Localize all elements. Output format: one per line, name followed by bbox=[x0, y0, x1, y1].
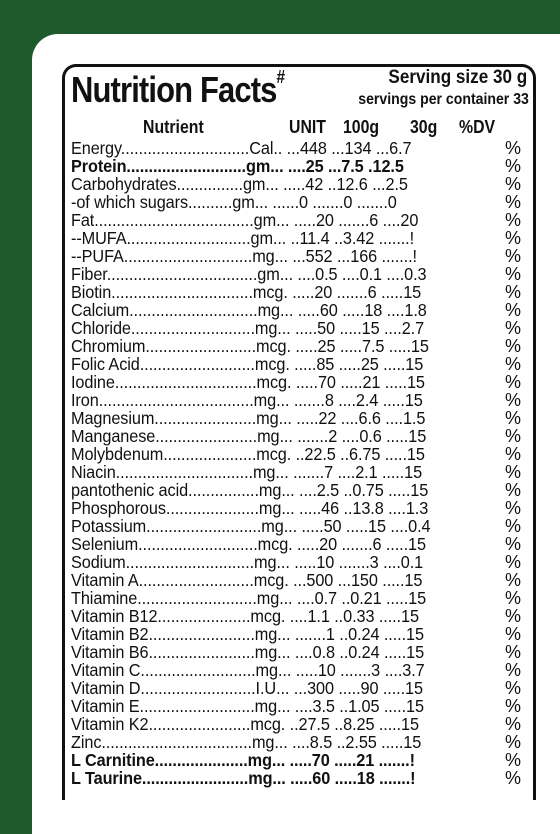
servings-per-container: servings per container 33 bbox=[358, 91, 529, 108]
percent-sign: % bbox=[505, 444, 522, 464]
nutrient-row bbox=[65, 715, 533, 733]
percent-sign: % bbox=[505, 534, 522, 554]
percent-sign: % bbox=[505, 264, 522, 284]
nutrient-line: Protein...........................gm... ....25 ...7.5 .12.5 bbox=[71, 156, 404, 176]
col-nutrient: Nutrient bbox=[143, 117, 204, 137]
nutrient-line: Molybdenum.....................mcg. ..22.5 ..6.75 .....15 bbox=[71, 444, 425, 464]
nutrient-line: Carbohydrates...............gm... .....42 ..12.6 ...2.5 bbox=[71, 174, 408, 194]
nutrient-line: Calcium.............................mg... .....60 .....18 ....1.8 bbox=[71, 300, 427, 320]
nutrient-line: Chloride............................mg... .....50 .....15 ....2.7 bbox=[71, 318, 425, 338]
percent-sign: % bbox=[505, 390, 522, 410]
nutrient-line: pantothenic acid................mg... ....2.5 ..0.75 .....15 bbox=[71, 480, 429, 500]
percent-sign: % bbox=[505, 768, 522, 788]
nutrient-line: Zinc..................................mg... ....8.5 ..2.55 .....15 bbox=[71, 732, 422, 752]
nutrient-row bbox=[65, 391, 533, 409]
nutrient-rows bbox=[65, 139, 533, 787]
nutrient-line: Vitamin D..........................I.U... ...300 .....90 .....15 bbox=[71, 678, 423, 698]
nutrient-line: Niacin...............................mg... .......7 ....2.1 .....15 bbox=[71, 462, 423, 482]
nutrient-row bbox=[65, 733, 533, 751]
nutrient-row bbox=[65, 157, 533, 175]
nutrient-line: -of which sugars..........gm... ......0 .......0 .......0 bbox=[71, 192, 397, 212]
nutrient-row bbox=[65, 517, 533, 535]
nutrient-row bbox=[65, 463, 533, 481]
percent-sign: % bbox=[505, 516, 522, 536]
nutrient-row bbox=[65, 283, 533, 301]
percent-sign: % bbox=[505, 462, 522, 482]
nutrient-row bbox=[65, 535, 533, 553]
nutrient-row bbox=[65, 427, 533, 445]
nutrient-line: Thiamine...........................mg... ....0.7 ..0.21 .....15 bbox=[71, 588, 427, 608]
percent-sign: % bbox=[505, 480, 522, 500]
nutrient-row bbox=[65, 661, 533, 679]
nutrient-line: --MUFA............................gm... ..11.4 ..3.42 .......! bbox=[71, 228, 415, 248]
nutrient-row bbox=[65, 265, 533, 283]
nutrient-row bbox=[65, 679, 533, 697]
nutrient-line: Selenium...........................mcg. .....20 .......6 .....15 bbox=[71, 534, 426, 554]
percent-sign: % bbox=[505, 282, 522, 302]
percent-sign: % bbox=[505, 192, 522, 212]
col-100g: 100g bbox=[343, 117, 380, 137]
nutrition-facts-panel bbox=[62, 64, 536, 800]
percent-sign: % bbox=[505, 300, 522, 320]
nutrient-row bbox=[65, 319, 533, 337]
percent-sign: % bbox=[505, 210, 522, 230]
serving-size: Serving size 30 g bbox=[388, 67, 527, 88]
nutrient-row bbox=[65, 229, 533, 247]
nutrient-line: Potassium..........................mg... .....50 .....15 ....0.4 bbox=[71, 516, 431, 536]
nutrient-line: Chromium.........................mcg. .....25 .....7.5 .....15 bbox=[71, 336, 429, 356]
nutrient-line: Vitamin E..........................mg... ....3.5 ..1.05 .....15 bbox=[71, 696, 424, 716]
percent-sign: % bbox=[505, 354, 522, 374]
nutrient-row bbox=[65, 571, 533, 589]
col-dv: %DV bbox=[459, 117, 496, 137]
col-unit: UNIT bbox=[289, 117, 326, 137]
nutrient-row bbox=[65, 499, 533, 517]
percent-sign: % bbox=[505, 624, 522, 644]
percent-sign: % bbox=[505, 228, 522, 248]
nutrient-row bbox=[65, 769, 533, 787]
nutrient-row bbox=[65, 337, 533, 355]
nutrient-line: Fiber..................................gm... ....0.5 ....0.1 ....0.3 bbox=[71, 264, 427, 284]
nutrient-line: Sodium.............................mg... .....10 .......3 ....0.1 bbox=[71, 552, 424, 572]
column-headers bbox=[65, 117, 533, 139]
title-text: Nutrition Facts bbox=[71, 69, 277, 110]
percent-sign: % bbox=[505, 426, 522, 446]
nutrient-row bbox=[65, 481, 533, 499]
percent-sign: % bbox=[505, 678, 522, 698]
nutrient-line: Iodine................................mcg. .....70 .....21 .....15 bbox=[71, 372, 425, 392]
nutrient-row bbox=[65, 553, 533, 571]
panel-title bbox=[71, 69, 284, 111]
percent-sign: % bbox=[505, 156, 522, 176]
percent-sign: % bbox=[505, 552, 522, 572]
nutrient-line: --PUFA.............................mg... ...552 ...166 .......! bbox=[71, 246, 417, 266]
percent-sign: % bbox=[505, 372, 522, 392]
nutrient-row bbox=[65, 751, 533, 769]
percent-sign: % bbox=[505, 642, 522, 662]
nutrient-line: Magnesium.......................mg... .....22 ....6.6 ....1.5 bbox=[71, 408, 426, 428]
nutrient-row bbox=[65, 301, 533, 319]
nutrient-row bbox=[65, 589, 533, 607]
nutrient-line: Vitamin B6........................mg... ....0.8 ..0.24 .....15 bbox=[71, 642, 425, 662]
adjacent-panel-edge bbox=[538, 64, 560, 800]
nutrient-line: Phosphorous.....................mg... .....46 ..13.8 ....1.3 bbox=[71, 498, 429, 518]
nutrient-row bbox=[65, 409, 533, 427]
nutrient-line: Biotin................................mcg. .....20 .......6 .....15 bbox=[71, 282, 422, 302]
nutrient-row bbox=[65, 625, 533, 643]
nutrient-row bbox=[65, 247, 533, 265]
nutrient-line: Vitamin B2........................mg... .......1 ..0.24 .....15 bbox=[71, 624, 424, 644]
percent-sign: % bbox=[505, 408, 522, 428]
nutrient-line: Vitamin C..........................mg... .....10 .......3 ....3.7 bbox=[71, 660, 425, 680]
nutrient-row bbox=[65, 697, 533, 715]
percent-sign: % bbox=[505, 570, 522, 590]
nutrient-line: Iron...................................mg... .......8 ....2.4 .....15 bbox=[71, 390, 423, 410]
percent-sign: % bbox=[505, 606, 522, 626]
percent-sign: % bbox=[505, 696, 522, 716]
nutrient-line: Fat....................................gm... .....20 .......6 ....20 bbox=[71, 210, 419, 230]
nutrient-row bbox=[65, 607, 533, 625]
percent-sign: % bbox=[505, 588, 522, 608]
nutrient-row bbox=[65, 355, 533, 373]
nutrient-line: Vitamin A..........................mcg. ...500 ...150 .....15 bbox=[71, 570, 423, 590]
percent-sign: % bbox=[505, 246, 522, 266]
nutrient-row bbox=[65, 445, 533, 463]
percent-sign: % bbox=[505, 750, 522, 770]
percent-sign: % bbox=[505, 714, 522, 734]
title-mark: # bbox=[276, 67, 285, 87]
panel-header bbox=[65, 67, 533, 117]
nutrient-line: Vitamin B12.....................mcg. ....1.1 ..0.33 .....15 bbox=[71, 606, 419, 626]
nutrient-row bbox=[65, 643, 533, 661]
percent-sign: % bbox=[505, 660, 522, 680]
col-30g: 30g bbox=[410, 117, 438, 137]
nutrient-row bbox=[65, 373, 533, 391]
nutrient-line: Folic Acid..........................mcg. .....85 .....25 .....15 bbox=[71, 354, 424, 374]
nutrient-line: L Carnitine.....................mg... .....70 .....21 .......! bbox=[71, 750, 415, 770]
percent-sign: % bbox=[505, 336, 522, 356]
nutrient-row bbox=[65, 175, 533, 193]
nutrient-row bbox=[65, 139, 533, 157]
percent-sign: % bbox=[505, 318, 522, 338]
percent-sign: % bbox=[505, 174, 522, 194]
percent-sign: % bbox=[505, 138, 522, 158]
nutrient-row bbox=[65, 211, 533, 229]
nutrient-line: L Taurine........................mg... .....60 .....18 .......! bbox=[71, 768, 416, 788]
percent-sign: % bbox=[505, 498, 522, 518]
nutrient-line: Manganese.......................mg... .......2 ....0.6 .....15 bbox=[71, 426, 427, 446]
nutrient-line: Energy.............................Cal.. ...448 ...134 ...6.7 bbox=[71, 138, 412, 158]
nutrient-line: Vitamin K2.......................mcg. ..27.5 ..8.25 .....15 bbox=[71, 714, 419, 734]
percent-sign: % bbox=[505, 732, 522, 752]
nutrient-row bbox=[65, 193, 533, 211]
